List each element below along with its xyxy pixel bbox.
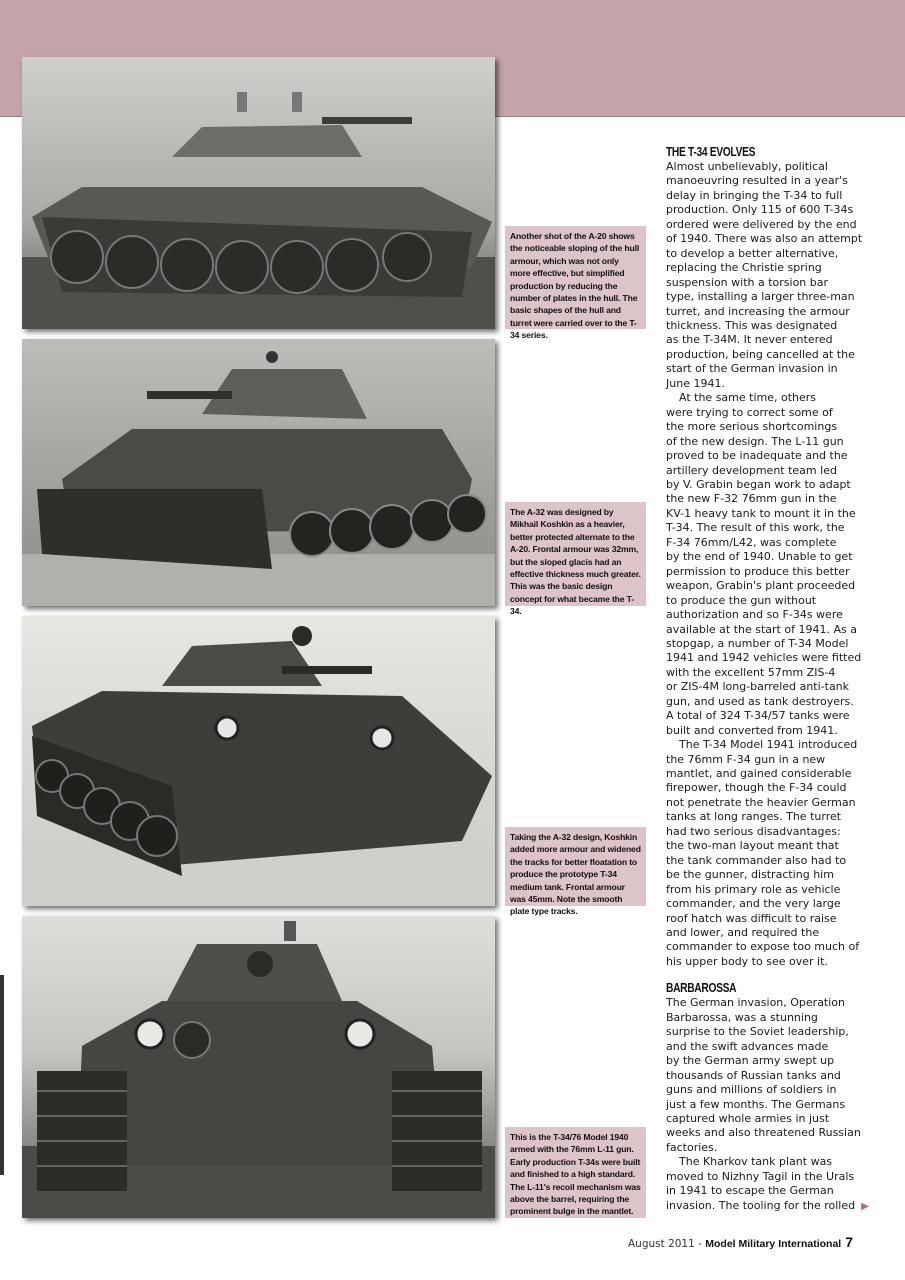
text-line: in 1941 to escape the German <box>666 1184 834 1198</box>
text-line: and lower, and required the <box>666 926 820 940</box>
caption-line: the noticeable sloping of the hull <box>510 243 640 254</box>
caption-line: protected alternate to the A-20. <box>510 531 635 555</box>
caption-line: hull and turret were carried over to <box>510 305 621 328</box>
text-line: built and converted from 1941. <box>666 723 838 737</box>
caption-line: the T-34 series. <box>510 317 637 341</box>
caption-line: and finished to a high standard. The <box>510 1169 636 1192</box>
caption-line: produce the prototype T-34 medium <box>510 869 617 892</box>
paragraph-4 <box>666 996 861 1155</box>
text-line: June 1941. <box>666 376 725 390</box>
text-line: At the same time, others <box>679 391 817 405</box>
page-number: 7 <box>845 1234 853 1250</box>
caption-photo-3 <box>505 827 646 917</box>
section-heading-barbarossa: BARBAROSSA <box>666 981 737 996</box>
issue-date: August 2011 <box>627 1238 695 1250</box>
caption-line: armour, which was not only more <box>510 255 619 279</box>
text-line: with the excellent 57mm ZIS-4 <box>666 665 836 679</box>
text-line: had two serious disadvantages: <box>666 824 841 838</box>
paragraph-5 <box>666 1155 869 1214</box>
caption-line: the tracks for better floatation to <box>510 856 638 867</box>
page-edge-bar <box>0 975 4 1175</box>
text-line: to produce the gun without <box>666 593 817 607</box>
text-line: from his primary role as vehicle <box>666 882 841 896</box>
text-line: production. Only 115 of 600 T-34s <box>666 203 854 217</box>
caption-line: Note the smooth plate type tracks. <box>510 894 623 917</box>
text-line: replacing the Christie spring <box>666 261 822 275</box>
text-line: roof hatch was difficult to raise <box>666 911 837 925</box>
caption-line: Another shot of the A-20 shows <box>510 231 635 241</box>
caption-line: This is the T-34/76 Model 1940 <box>510 1132 629 1142</box>
caption-line: became the T-34. <box>510 593 634 617</box>
text-line: commander to expose too much of <box>666 940 860 954</box>
text-line: the two-man layout meant that <box>666 839 839 853</box>
text-line: were trying to correct some of <box>666 405 833 419</box>
text-line: ordered were delivered by the end <box>666 217 857 231</box>
photo-t34-76-model-1940 <box>22 916 495 1218</box>
text-line: of the new design. The L-11 gun <box>666 434 844 448</box>
photo-a20-tank <box>22 57 495 329</box>
text-line: thickness. This was designated <box>666 318 838 332</box>
caption-line: Frontal armour was 32mm, but <box>510 544 639 567</box>
text-line: F-34 76mm/L42, was complete <box>666 535 837 549</box>
photo-t34-prototype <box>22 616 495 906</box>
text-line: captured whole armies in just <box>666 1112 830 1125</box>
caption-line: the basic design concept for what <box>510 581 613 604</box>
paragraph-1 <box>666 160 863 391</box>
footer-separator: - <box>694 1238 706 1250</box>
text-line: manoeuvring resulted in a year's <box>666 174 848 188</box>
text-line: type, installing a larger three-man <box>666 290 855 304</box>
caption-line: by reducing the number of plates <box>510 280 618 304</box>
text-line: not penetrate the heavier German <box>666 795 856 809</box>
text-line: The German invasion, Operation <box>666 996 846 1010</box>
text-line: weapon, Grabin's plant proceeded <box>666 579 856 593</box>
text-line: the tank commander also had to <box>666 853 847 867</box>
caption-line: Taking the A-32 design, Koshkin <box>510 832 638 842</box>
text-line: turret, and increasing the armour <box>666 304 850 318</box>
text-line: moved to Nizhny Tagil in the Urals <box>666 1169 855 1183</box>
caption-line: bulge in the mantlet. <box>552 1206 634 1217</box>
text-line: T-34. The result of this work, the <box>666 521 845 535</box>
caption-photo-2 <box>505 502 646 617</box>
caption-line: thickness much greater. This was <box>510 569 641 592</box>
text-line: invasion. The tooling for the rolled <box>666 1198 856 1212</box>
caption-line: added more armour and widened <box>510 844 641 855</box>
article-column <box>666 145 869 1214</box>
text-line: surprise to the Soviet leadership, <box>666 1025 849 1039</box>
text-line: authorization and so F-34s were <box>666 608 843 622</box>
text-line: stopgap, a number of T-34 Model <box>666 636 849 650</box>
text-line-with-continue <box>666 1198 869 1214</box>
caption-photo-4 <box>505 1127 646 1218</box>
text-line: available at the start of 1941. As a <box>666 622 857 636</box>
text-line: by V. Grabin began work to adapt <box>666 477 851 491</box>
text-line: proved to be inadequate and the <box>666 449 848 463</box>
text-line: firepower, though the F-34 could <box>666 781 847 795</box>
text-line: permission to produce this better <box>666 564 850 578</box>
continue-arrow-icon: ▶ <box>861 1200 869 1212</box>
text-line: to develop a better alternative, <box>666 246 839 260</box>
caption-line: Koshkin as a heavier, better <box>510 519 625 542</box>
caption-line: the barrel, requiring the prominent <box>510 1194 630 1217</box>
text-line: commander, and the very large <box>666 897 841 911</box>
text-line: and the swift advances made <box>666 1039 829 1053</box>
text-line: thousands of Russian tanks and <box>666 1068 841 1082</box>
text-line: by the German army swept up <box>666 1054 835 1068</box>
text-line: production, being cancelled at the <box>666 347 855 361</box>
text-line: The Kharkov tank plant was <box>679 1155 833 1169</box>
text-line: as the T-34M. It never entered <box>666 333 833 347</box>
caption-line: Early production T-34s were built <box>510 1156 641 1167</box>
text-line: be the gunner, distracting him <box>666 868 834 882</box>
text-line: suspension with a torsion bar <box>666 275 829 289</box>
text-line: guns and millions of soldiers in <box>666 1083 837 1097</box>
text-line: KV-1 heavy tank to mount it in the <box>666 506 856 520</box>
text-line: the 76mm F-34 gun in a new <box>666 752 826 766</box>
text-line: mantlet, and gained considerable <box>666 767 852 781</box>
text-line: just a few months. The Germans <box>666 1097 846 1111</box>
text-line: delay in bringing the T-34 to full <box>666 188 843 202</box>
text-line: of 1940. There was also an attempt <box>666 232 863 246</box>
caption-line: effective, but simplified production <box>510 268 625 291</box>
caption-line: in the hull. The basic shapes of the <box>510 293 638 316</box>
text-line: weeks and also threatened Russian <box>666 1126 861 1140</box>
text-line: factories. <box>666 1140 718 1154</box>
text-line: Barbarossa, was a stunning <box>666 1010 818 1024</box>
text-line: or ZIS-4M long-barreled anti-tank <box>666 680 850 694</box>
paragraph-3 <box>666 738 860 969</box>
text-line: artillery development team led <box>666 463 837 477</box>
text-line: The T-34 Model 1941 introduced <box>679 738 858 752</box>
text-line: 1941 and 1942 vehicles were fitted <box>666 651 862 665</box>
caption-line: tank. Frontal armour was 45mm. <box>510 881 625 905</box>
text-line: his upper body to see over it. <box>666 954 828 968</box>
text-line: the new F-32 76mm gun in the <box>666 492 837 506</box>
text-line: tanks at long ranges. The turret <box>666 810 842 824</box>
text-line: gun, and used as tank destroyers. <box>666 694 854 708</box>
caption-line: L-11's recoil mechanism was above <box>510 1181 641 1205</box>
paragraph-2 <box>666 391 862 738</box>
photo-a32-tank <box>22 339 495 606</box>
section-heading-t34-evolves: THE T-34 EVOLVES <box>666 145 756 159</box>
text-line: A total of 324 T-34/57 tanks were <box>666 709 850 723</box>
caption-line: the sloped glacis had an effective <box>510 556 622 580</box>
text-line: by the end of 1940. Unable to get <box>666 550 853 564</box>
text-line: Almost unbelievably, political <box>666 160 828 173</box>
caption-line: The A-32 was designed by Mikhail <box>510 507 614 530</box>
text-line: start of the German invasion in <box>666 362 838 376</box>
magazine-title: Model Military International <box>705 1238 842 1250</box>
page-footer <box>628 1234 853 1250</box>
text-line: the more serious shortcomings <box>666 420 838 434</box>
caption-photo-1 <box>505 226 646 341</box>
caption-line: armed with the 76mm L-11 gun. <box>510 1144 634 1155</box>
